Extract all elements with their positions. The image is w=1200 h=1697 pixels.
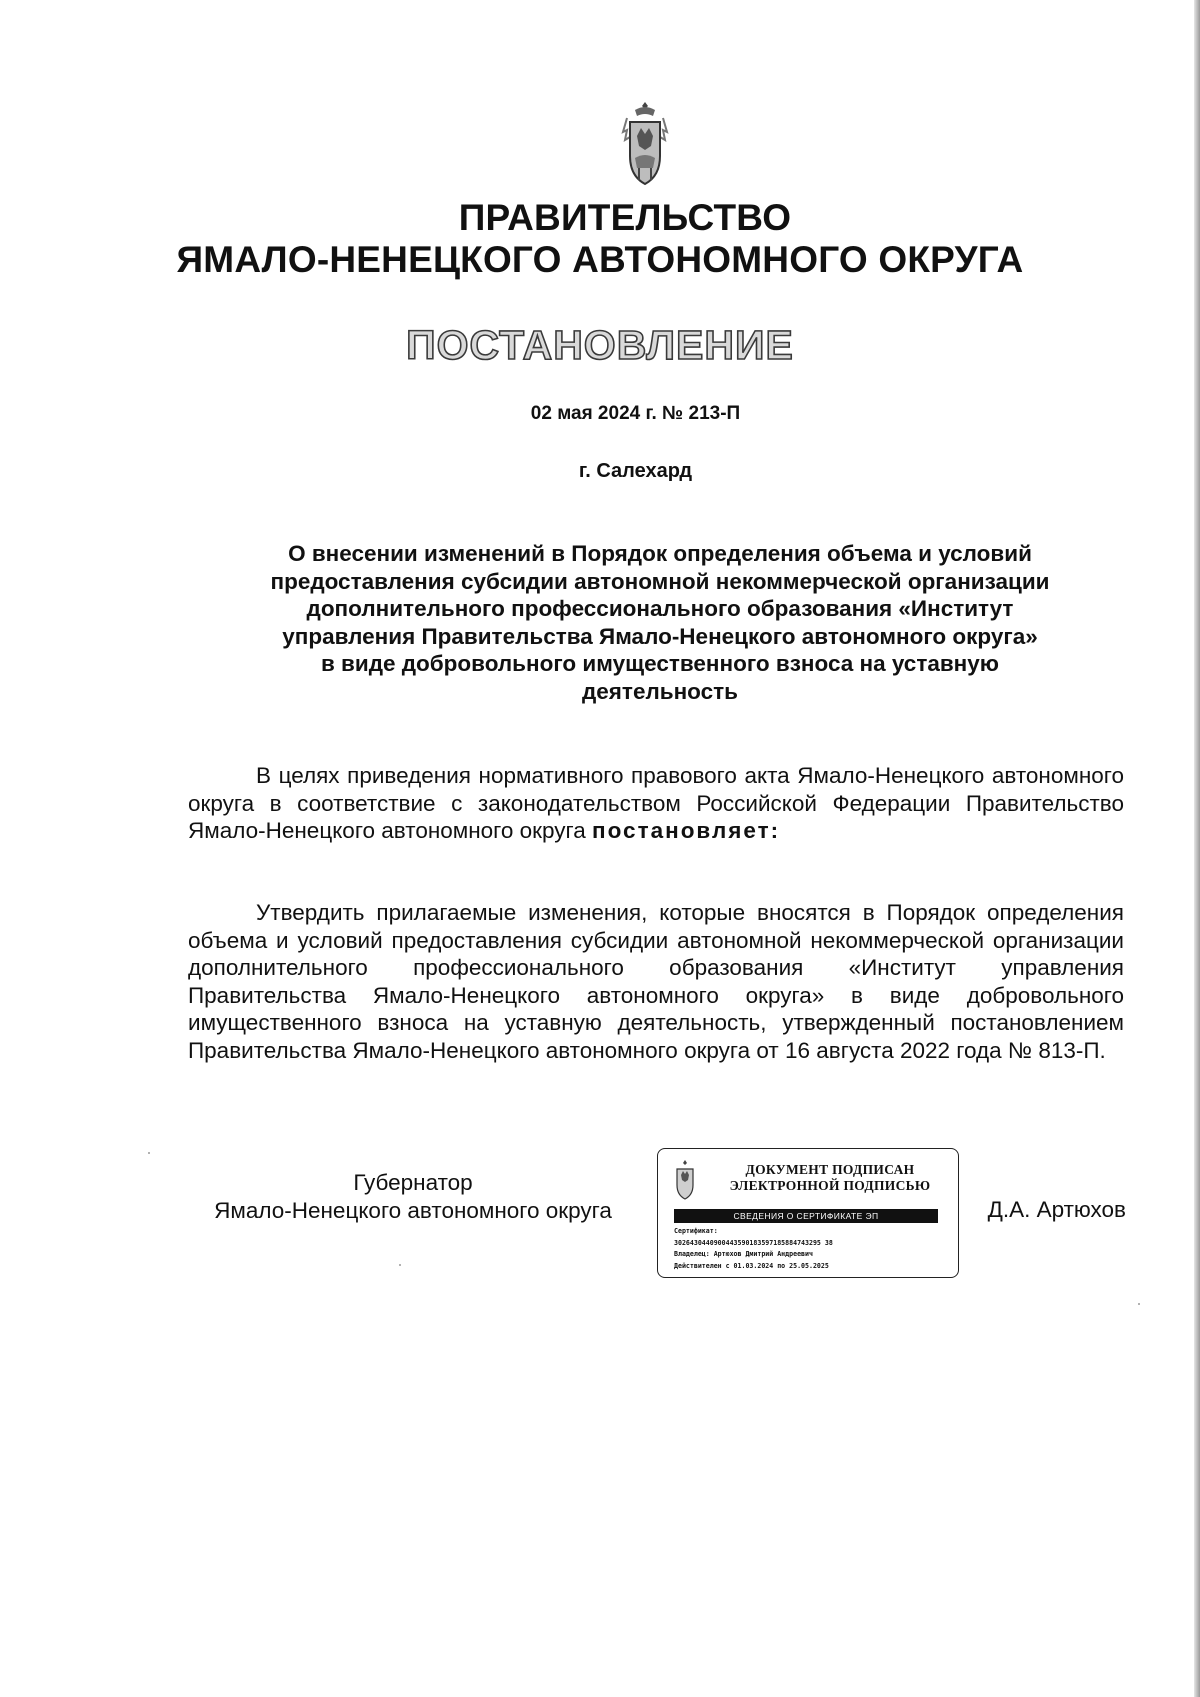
preamble-text: В целях приведения нормативного правового акта Ямало-Ненецкого автономного округа в соответствие с законодательством Российской Федерации Правительство Ямало-Ненецкого автономного округа (188, 763, 1124, 843)
preamble-paragraph (188, 762, 1124, 845)
stamp-title-line1: ДОКУМЕНТ ПОДПИСАН (745, 1162, 915, 1177)
title-line: управления Правительства Ямало-Ненецкого автономного округа» (282, 623, 1038, 649)
title-line: в виде добровольного имущественного взноса на уставную (320, 651, 1000, 676)
document-title (190, 540, 1130, 705)
stamp-title (710, 1162, 950, 1194)
title-line: деятельность (582, 678, 738, 704)
position-line1: Губернатор (353, 1170, 473, 1195)
certificate-label: Сертификат: (674, 1227, 718, 1235)
signatory-name: Д.А. Артюхов (987, 1197, 1126, 1222)
resolution-text: Утвердить прилагаемые изменения, которые вносятся в Порядок определения объема и условий предоставления субсидии автономной некоммерческой организации дополнительного профессионального образования «Институт управления Правительства Ямало-Ненецкого автономного округа» в виде добровольного имущественного взноса на уставную деятельность, утвержденный постановлением Правительства Ямало-Ненецкого автономного округа от 16 августа 2022 года № 813-П. (188, 900, 1124, 1063)
coat-of-arms-icon (674, 1159, 696, 1203)
certificate-details (674, 1226, 944, 1272)
title-line: О внесении изменений в Порядок определения объема и условий (288, 541, 1032, 566)
document-type: ПОСТАНОВЛЕНИЕ (406, 322, 794, 368)
scan-speck (1138, 1303, 1140, 1305)
certificate-owner: Владелец: Артюхов Дмитрий Андреевич (674, 1250, 813, 1258)
resolves-keyword: постановляет: (592, 818, 781, 843)
document-city: г. Салехард (578, 460, 693, 482)
position-line2: Ямало-Ненецкого автономного округа (214, 1198, 612, 1223)
stamp-title-line2: ЭЛЕКТРОННОЙ ПОДПИСЬЮ (729, 1178, 931, 1193)
org-name-line1: ПРАВИТЕЛЬСТВО (458, 197, 792, 238)
coat-of-arms-icon (621, 100, 669, 192)
certificate-validity: Действителен с 01.03.2024 по 25.05.2025 (674, 1261, 829, 1270)
signatory-position (188, 1169, 638, 1225)
certificate-number: 3026430440900443590183597185884743295 38 (674, 1238, 833, 1247)
scan-speck (148, 1152, 150, 1154)
document-date-number: 02 мая 2024 г. № 213-П (530, 403, 741, 424)
scan-speck (399, 1264, 401, 1266)
certificate-info-bar: СВЕДЕНИЯ О СЕРТИФИКАТЕ ЭП (674, 1209, 938, 1223)
electronic-signature-stamp (657, 1148, 959, 1278)
resolution-paragraph (188, 899, 1124, 1064)
title-line: дополнительного профессионального образования «Институт (306, 596, 1014, 621)
title-line: предоставления субсидии автономной некоммерческой организации (270, 568, 1050, 594)
org-name-line2: ЯМАЛО-НЕНЕЦКОГО АВТОНОМНОГО ОКРУГА (176, 239, 1024, 280)
